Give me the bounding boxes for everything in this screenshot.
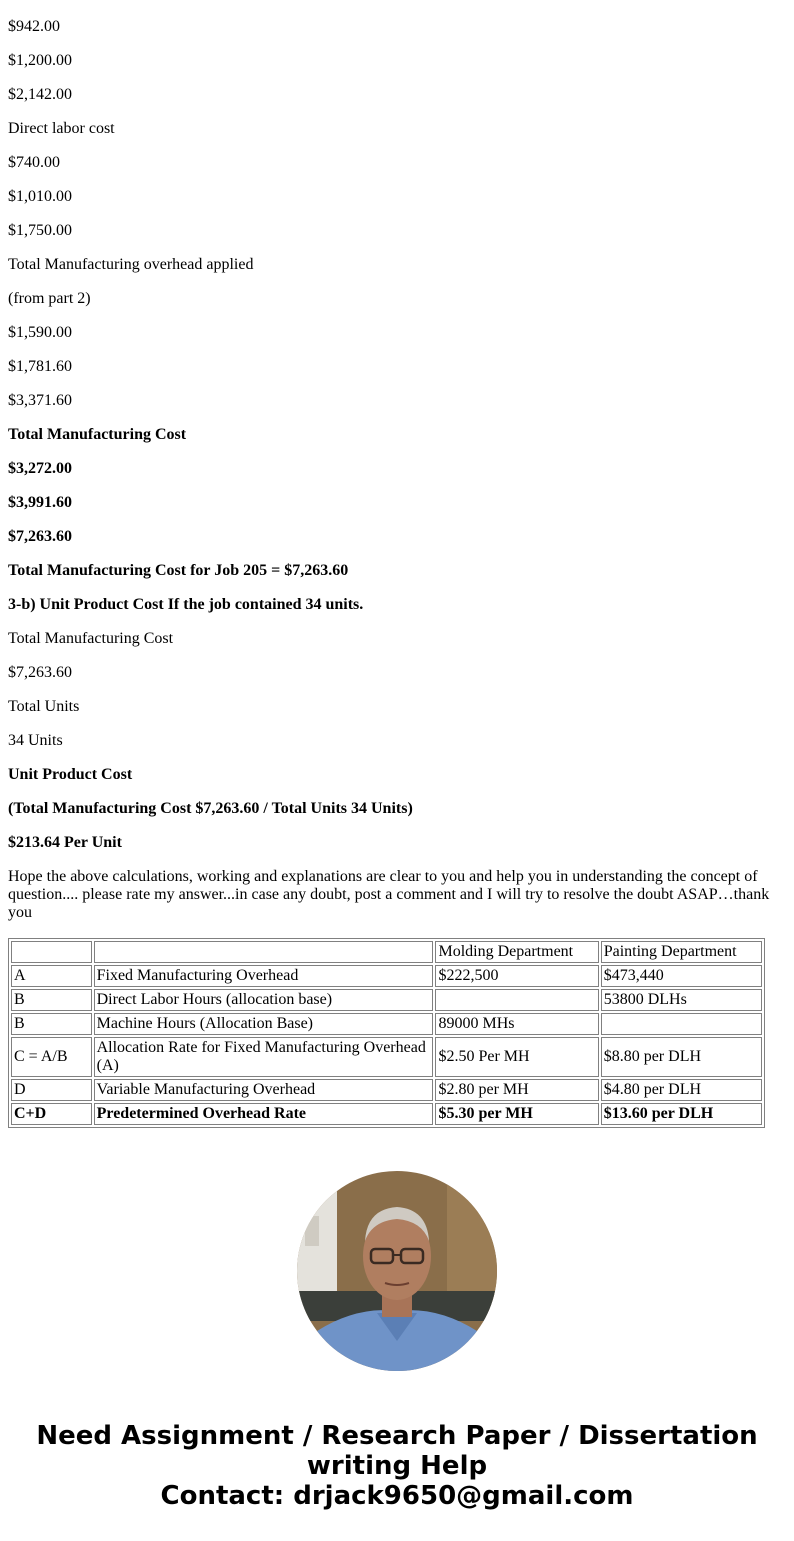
calc-line: Unit Product Cost — [8, 766, 133, 783]
table-cell: C = A/B — [11, 1037, 92, 1077]
calc-line: (Total Manufacturing Cost $7,263.60 / Total Units 34 Units) — [8, 800, 413, 817]
calc-line: $3,272.00 — [8, 460, 72, 477]
table-header-row — [11, 941, 762, 963]
calculation-lines — [8, 18, 786, 852]
table-cell: $13.60 per DLH — [601, 1103, 762, 1125]
calc-line: $1,200.00 — [8, 52, 72, 69]
table-cell: D — [11, 1079, 92, 1101]
table-row — [11, 1079, 762, 1101]
table-row — [11, 965, 762, 987]
calc-line: 34 Units — [8, 732, 63, 749]
calc-line: $1,781.60 — [8, 358, 72, 375]
author-avatar — [297, 1171, 497, 1371]
calc-line: Total Manufacturing Cost for Job 205 = $7,263.60 — [8, 562, 349, 579]
calc-line: $7,263.60 — [8, 664, 72, 681]
calc-line: Direct labor cost — [8, 120, 115, 137]
calc-line: Total Manufacturing overhead applied — [8, 256, 254, 273]
calc-line: Total Units — [8, 698, 80, 715]
calc-line: (from part 2) — [8, 290, 91, 307]
promo-line-1: Need Assignment / Research Paper / Dissertation — [36, 1421, 758, 1451]
table-cell — [435, 989, 598, 1011]
table-cell: Variable Manufacturing Overhead — [94, 1079, 434, 1101]
table-cell: B — [11, 989, 92, 1011]
table-cell: Allocation Rate for Fixed Manufacturing Overhead (A) — [94, 1037, 434, 1077]
table-cell: Predetermined Overhead Rate — [94, 1103, 434, 1125]
table-cell: $5.30 per MH — [435, 1103, 598, 1125]
table-cell: Direct Labor Hours (allocation base) — [94, 989, 434, 1011]
calc-line: $942.00 — [8, 18, 60, 35]
table-row — [11, 1103, 762, 1125]
calc-line: $1,750.00 — [8, 222, 72, 239]
table-cell — [601, 1013, 762, 1035]
calc-line: Total Manufacturing Cost — [8, 426, 187, 443]
table-cell: $2.80 per MH — [435, 1079, 598, 1101]
table-cell: $2.50 Per MH — [435, 1037, 598, 1077]
calc-line: Total Manufacturing Cost — [8, 630, 174, 647]
promo-banner — [0, 1421, 794, 1511]
table-cell: $4.80 per DLH — [601, 1079, 762, 1101]
calc-line: 3-b) Unit Product Cost If the job contained 34 units. — [8, 596, 364, 613]
table-cell: A — [11, 965, 92, 987]
calc-line: $7,263.60 — [8, 528, 72, 545]
answer-content — [0, 18, 794, 1128]
table-cell: B — [11, 1013, 92, 1035]
calc-line: $1,010.00 — [8, 188, 72, 205]
calc-line: $1,590.00 — [8, 324, 72, 341]
table-cell: Machine Hours (Allocation Base) — [94, 1013, 434, 1035]
table-cell: $8.80 per DLH — [601, 1037, 762, 1077]
table-row — [11, 1013, 762, 1035]
table-header-cell: Painting Department — [601, 941, 762, 963]
table-cell: $473,440 — [601, 965, 762, 987]
table-cell: 89000 MHs — [435, 1013, 598, 1035]
author-portrait-image — [297, 1171, 497, 1371]
table-cell: $222,500 — [435, 965, 598, 987]
calc-line: $2,142.00 — [8, 86, 72, 103]
calc-line: $213.64 Per Unit — [8, 834, 122, 851]
table-header-cell — [94, 941, 434, 963]
calc-line: $3,991.60 — [8, 494, 72, 511]
table-cell: C+D — [11, 1103, 92, 1125]
promo-contact: Contact: drjack9650@gmail.com — [160, 1481, 634, 1511]
table-row — [11, 989, 762, 1011]
calc-line: $740.00 — [8, 154, 60, 171]
table-cell: Fixed Manufacturing Overhead — [94, 965, 434, 987]
overhead-rate-table — [8, 938, 765, 1128]
promo-line-2: writing Help — [306, 1451, 488, 1481]
calc-line: $3,371.60 — [8, 392, 72, 409]
table-header-cell — [11, 941, 92, 963]
closing-paragraph: Hope the above calculations, working and explanations are clear to you and help you in understanding the concept of question.... please rate my answer...in case any doubt, post a comment and I will try to resolve the doubt ASAP…thank you — [8, 868, 770, 921]
table-row — [11, 1037, 762, 1077]
table-cell: 53800 DLHs — [601, 989, 762, 1011]
table-header-cell: Molding Department — [435, 941, 598, 963]
